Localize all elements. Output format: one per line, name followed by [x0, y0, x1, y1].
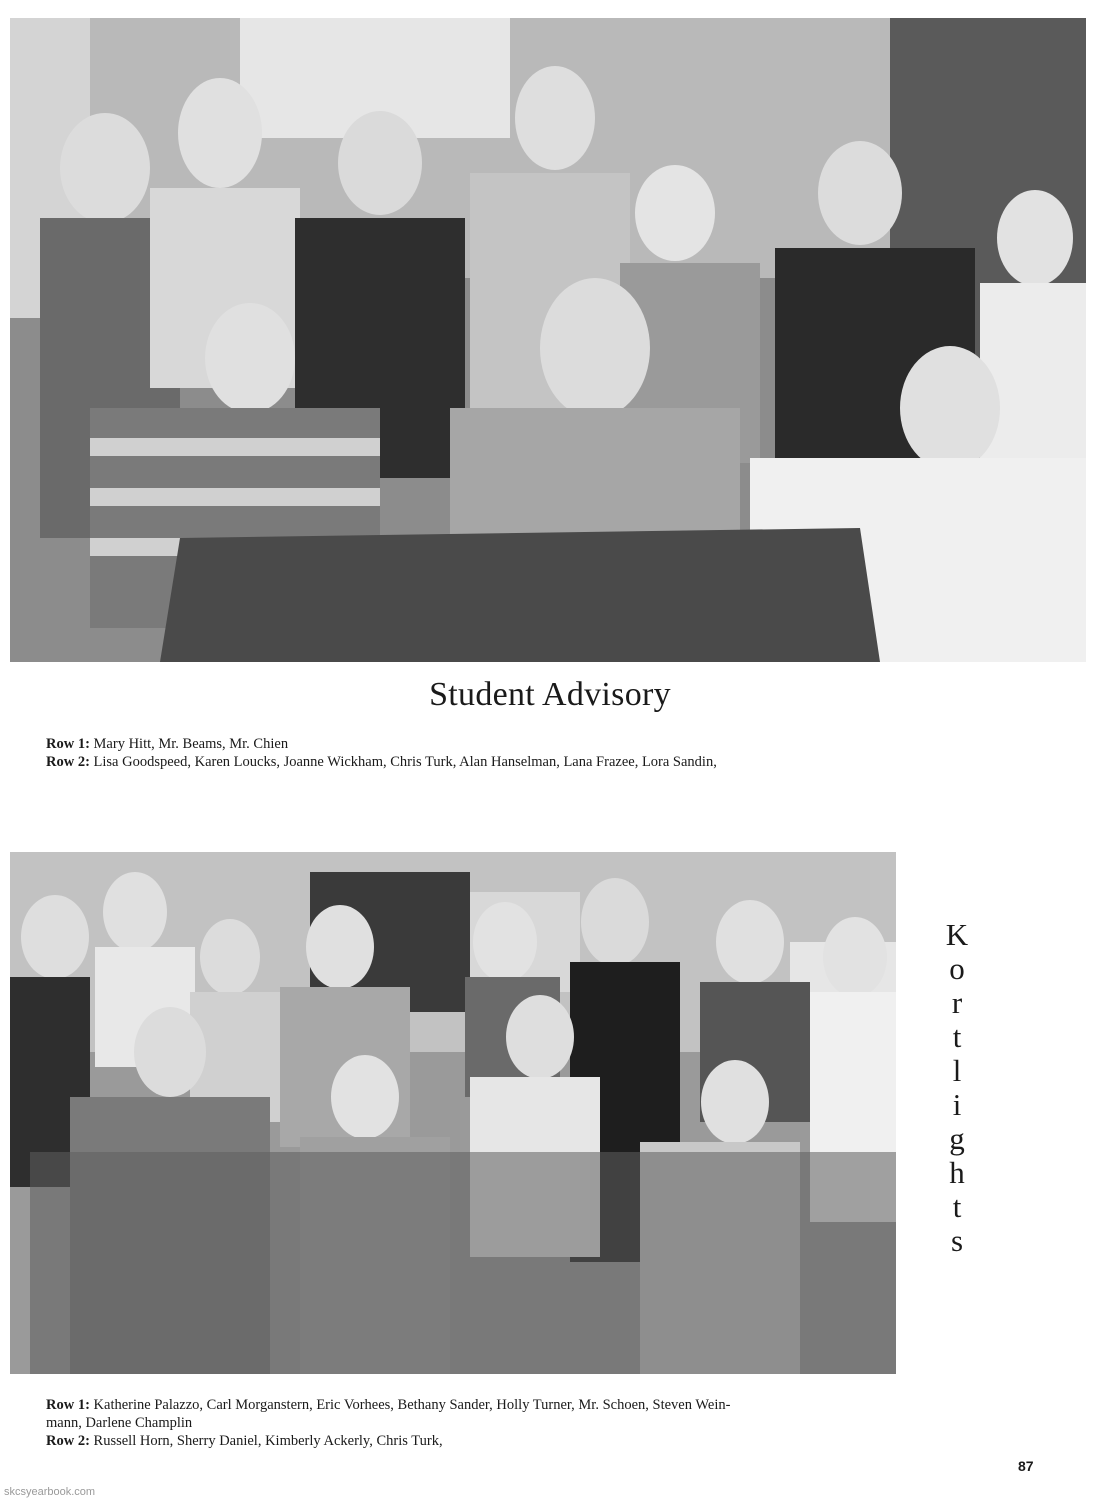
watermark: skcsyearbook.com — [4, 1486, 96, 1498]
row-label: Row 1: — [46, 736, 90, 752]
caption-kortlights — [46, 1396, 898, 1450]
kortlights-group-photo — [10, 852, 896, 1374]
vertical-title-letter: t — [952, 1189, 962, 1224]
vertical-section-title-kortlights — [942, 918, 972, 1258]
row-label: Row 2: — [46, 754, 90, 770]
page-number: 87 — [1018, 1458, 1034, 1474]
caption-row-1 — [46, 735, 946, 753]
caption-row-1-continued: mann, Darlene Champlin — [46, 1415, 193, 1431]
student-advisory-group-photo — [10, 18, 1086, 662]
row-label: Row 1: — [46, 1397, 90, 1413]
caption-row-2 — [46, 1432, 898, 1450]
vertical-title-letter: r — [951, 985, 963, 1020]
row-names: Russell Horn, Sherry Daniel, Kimberly Ackerly, Chris Turk, — [93, 1433, 443, 1449]
caption-row-1 — [46, 1396, 898, 1414]
vertical-title-letter: s — [950, 1223, 964, 1258]
vertical-title-letter: o — [949, 951, 965, 986]
vertical-title-letter: g — [949, 1121, 965, 1156]
group-photo-illustration — [10, 18, 1086, 662]
vertical-title-letter: h — [949, 1155, 965, 1190]
row-names: Mary Hitt, Mr. Beams, Mr. Chien — [93, 736, 289, 752]
vertical-title-letter: K — [945, 917, 969, 952]
vertical-title-letter: l — [952, 1053, 962, 1088]
caption-row-2 — [46, 753, 946, 771]
caption-student-advisory — [46, 735, 946, 771]
row-names: Lisa Goodspeed, Karen Loucks, Joanne Wickham, Chris Turk, Alan Hanselman, Lana Frazee, Lora Sandin, — [93, 754, 717, 770]
row-label: Row 2: — [46, 1433, 90, 1449]
row-names: Katherine Palazzo, Carl Morganstern, Eric Vorhees, Bethany Sander, Holly Turner, Mr. Schoen, Steven Wein- — [93, 1397, 731, 1413]
group-photo-illustration — [10, 852, 896, 1374]
section-title-student-advisory: Student Advisory — [429, 676, 671, 713]
vertical-title-letter: i — [952, 1087, 962, 1122]
vertical-title-letter: t — [952, 1019, 962, 1054]
